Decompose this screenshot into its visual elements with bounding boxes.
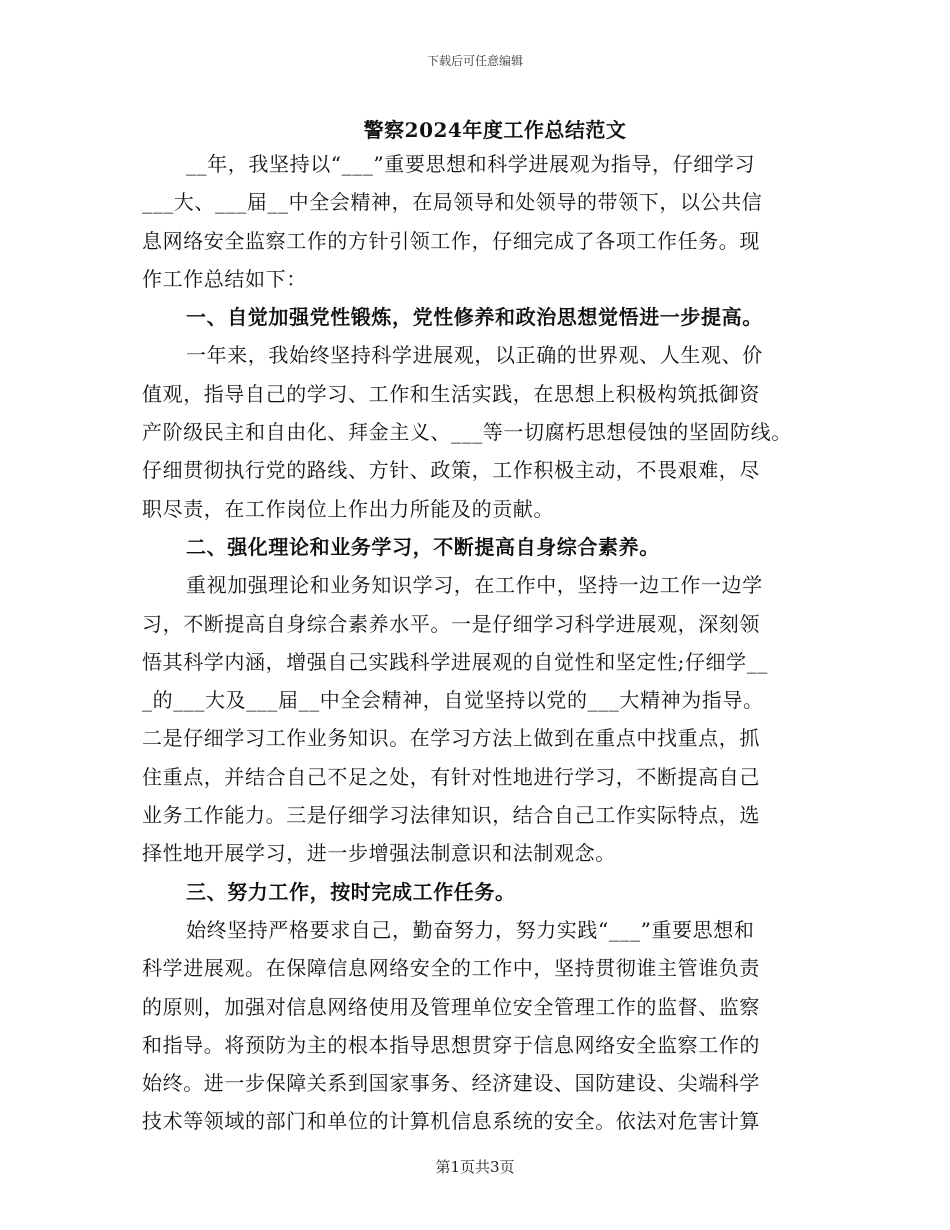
body-text-line: 始终坚持严格要求自己，勤奋努力，努力实践“___”重要思想和 (186, 917, 755, 942)
body-text-line: 职尽责，在工作岗位上作出力所能及的贡献。 (142, 496, 554, 521)
body-text-line: 仔细贯彻执行党的路线、方针、政策，工作积极主动，不畏艰难，尽 (142, 458, 760, 483)
body-text-line: 值观，指导自己的学习、工作和生活实践，在思想上积极构筑抵御资 (142, 381, 760, 406)
body-text-line: 产阶级民主和自由化、拜金主义、___等一切腐朽思想侵蚀的坚固防线。 (142, 420, 792, 445)
body-text-line: 和指导。将预防为主的根本指导思想贯穿于信息网络安全监察工作的 (142, 1032, 760, 1057)
body-text-line: 业务工作能力。三是仔细学习法律知识，结合自己工作实际特点，选 (142, 803, 760, 828)
body-text-line: 习，不断提高自身综合素养水平。一是仔细学习科学进展观，深刻领 (142, 611, 760, 636)
page-number: 第1页共3页 (435, 1158, 515, 1176)
body-text-line: 作工作总结如下： (142, 266, 307, 291)
body-text-line: 息网络安全监察工作的方针引领工作，仔细完成了各项工作任务。现 (142, 228, 760, 253)
document-title: 警察2024年度工作总结范文 (363, 118, 627, 142)
section-heading: 一、自觉加强党性锻炼，党性修养和政治思想觉悟进一步提高。 (186, 305, 763, 330)
body-text-line: 重视加强理论和业务知识学习，在工作中，坚持一边工作一边学 (186, 573, 763, 598)
body-text-line: 悟其科学内涵，增强自己实践科学进展观的自觉性和坚定性;仔细学__ (142, 649, 768, 674)
body-text-line: ___大、___届__中全会精神，在局领导和处领导的带领下，以公共信 (142, 190, 763, 215)
body-text-line: _的___大及___届__中全会精神，自觉坚持以党的___大精神为指导。 (142, 688, 764, 713)
body-text-line: 二是仔细学习工作业务知识。在学习方法上做到在重点中找重点，抓 (142, 726, 760, 751)
body-text-line: 始终。进一步保障关系到国家事务、经济建设、国防建设、尖端科学 (142, 1071, 760, 1096)
header-note: 下载后可任意编辑 (426, 54, 523, 68)
body-text-line: 一年来，我始终坚持科学进展观，以正确的世界观、人生观、价 (186, 343, 763, 368)
body-text-line: 择性地开展学习，进一步增强法制意识和法制观念。 (142, 841, 616, 866)
document-body (142, 145, 822, 1141)
body-text-line: 技术等领域的部门和单位的计算机信息系统的安全。依法对危害计算 (142, 1109, 760, 1134)
section-heading: 三、努力工作，按时完成工作任务。 (186, 879, 516, 904)
section-heading: 二、强化理论和业务学习，不断提高自身综合素养。 (186, 534, 660, 559)
body-text-line: 的原则，加强对信息网络使用及管理单位安全管理工作的监督、监察 (142, 994, 760, 1019)
body-text-line: 住重点，并结合自己不足之处，有针对性地进行学习，不断提高自己 (142, 764, 760, 789)
body-text-line: __年，我坚持以“___”重要思想和科学进展观为指导，仔细学习 (186, 152, 756, 176)
body-text-line: 科学进展观。在保障信息网络安全的工作中，坚持贯彻谁主管谁负责 (142, 956, 760, 981)
